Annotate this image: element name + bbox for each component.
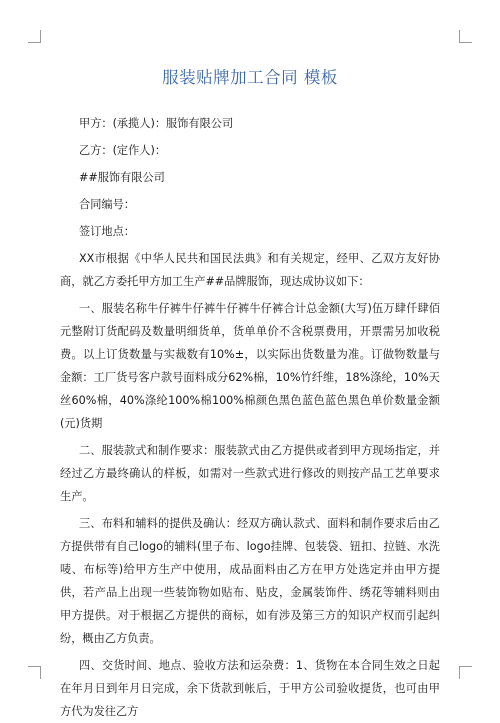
party-a-field: 甲方：(承揽人)：服饰有限公司 <box>79 117 234 130</box>
contract-number-field: 合同编号： <box>79 198 135 211</box>
clause-1-paragraph: 一、服装名称牛仔裤牛仔裤牛仔裤牛仔裤合计总金额(大写)伍万肆仟肆佰元整附订货配码及数量明细货单，货单单价不含税票费用，开票需另加收税费。以上订货数量与实裁数有10%±，以实际出货数量为准。订做物数量与金额：工厂货号客户款号面料成分62%棉，10%竹纤维，18%涤纶，10%天丝60%棉，40%涤纶100%棉100%棉颜色黑色蓝色蓝色黑色单价数量金额(元)货期 <box>60 302 440 430</box>
document-body <box>60 112 440 723</box>
clause-3-paragraph: 三、布料和辅料的提供及确认：经双方确认款式、面料和制作要求后由乙方提供带有自己logo的辅料(里子布、logo挂牌、包装袋、钮扣、拉链、水洗唛、布标等)给甲方生产中使用，成品面料由乙方在甲方处选定并由甲方提供，若产品上出现一些装饰物如贴布、贴皮，金属装饰件、绣花等辅料则由甲方提供。对于根据乙方提供的商标，如有涉及第三方的知识产权而引起纠纷，概由乙方负责。 <box>60 517 440 645</box>
crop-mark-top-right <box>459 30 472 43</box>
crop-mark-bottom-left <box>28 666 41 679</box>
crop-mark-top-left <box>28 30 41 43</box>
document-title: 服装贴牌加工合同 模板 <box>162 68 338 87</box>
party-b-field: 乙方：(定作人)： <box>79 144 167 157</box>
signing-place-field: 签订地点： <box>79 225 135 238</box>
party-b-company: ##服饰有限公司 <box>79 171 165 184</box>
clause-2-paragraph: 二、服装款式和制作要求：服装款式由乙方提供或者到甲方现场指定，并经过乙方最终确认的样板，如需对一些款式进行修改的则按产品工艺单要求生产。 <box>60 444 440 503</box>
clause-4-paragraph: 四、交货时间、地点、验收方法和运杂费：1、货物在本合同生效之日起在年月日到年月日完成，余下货款到帐后，于甲方公司验收提货，也可由甲方代为发往乙方 <box>60 659 440 718</box>
intro-paragraph: XX市根据《中华人民共和国民法典》和有关规定，经甲、乙双方友好协商，就乙方委托甲方加工生产##品牌服饰，现达成协议如下： <box>60 252 440 288</box>
crop-mark-bottom-right <box>459 666 472 679</box>
